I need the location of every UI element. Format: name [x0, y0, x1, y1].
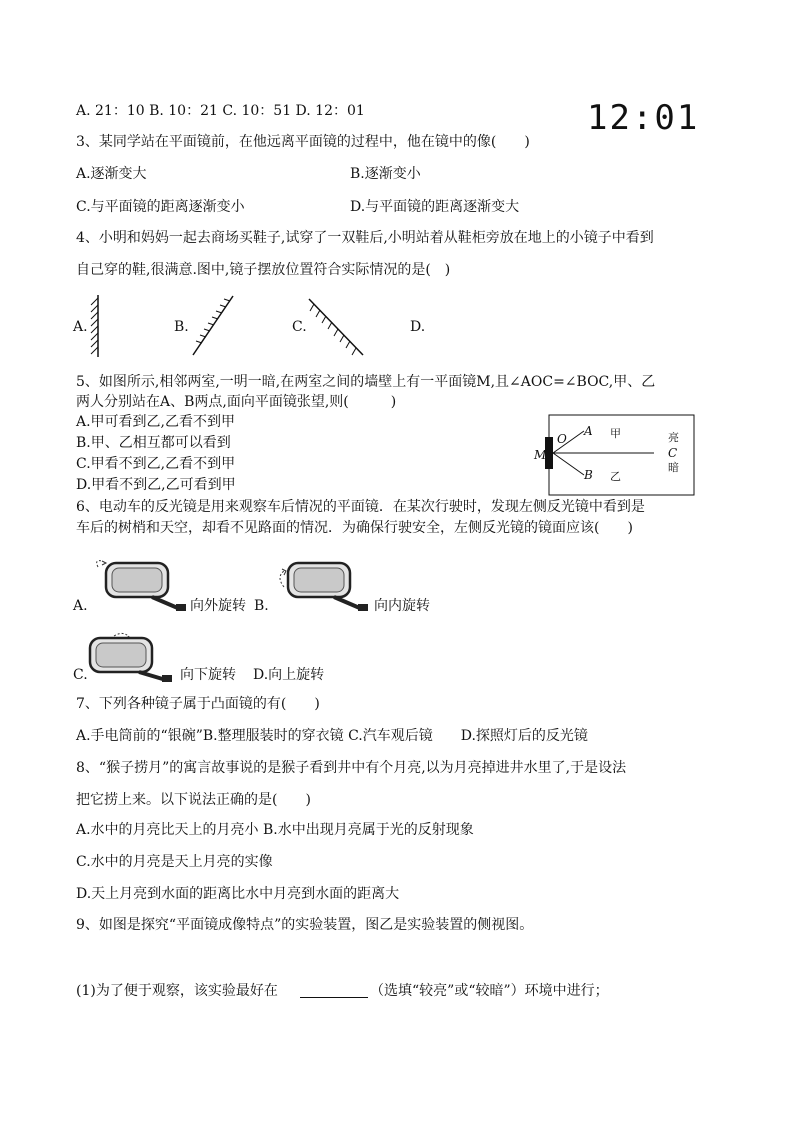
q8-stem-line1: 8、“猴子捞月”的寓言故事说的是猴子看到井中有个月亮,以为月亮掉进井水里了,于是设法 [76, 760, 627, 776]
q5-option-b: B.甲、乙相互都可以看到 [76, 435, 231, 451]
q8-option-ab: A.水中的月亮比天上的月亮小 B.水中出现月亮属于光的反射现象 [76, 822, 474, 838]
q3-option-a: A.逐渐变大 [76, 166, 147, 182]
fig-label-liang: 亮 [668, 431, 679, 444]
q4-stem-line1: 4、小明和妈妈一起去商场买鞋子,试穿了一双鞋后,小明站着从鞋柜旁放在地上的小镜子中看到 [76, 230, 654, 246]
q3-option-d: D.与平面镜的距离逐渐变大 [350, 199, 520, 215]
q9-sub1-prefix: (1)为了便于观察，该实验最好在 [76, 983, 278, 999]
fig-label-an: 暗 [668, 461, 679, 474]
q6-label-c: C. [73, 667, 88, 683]
rearview-mirror-downward-image [84, 630, 180, 686]
fig-label-a: A [584, 424, 593, 438]
q5-stem-line1: 5、如图所示,相邻两室,一明一暗,在两室之间的墙壁上有一平面镜M,且∠AOC=∠BOC,甲、乙 [76, 374, 656, 390]
fig-label-b: B [584, 468, 593, 482]
fig-label-o: O [557, 432, 567, 446]
q6-text-b: 向内旋转 [374, 598, 430, 614]
q6-stem-line2: 车后的树梢和天空，却看不见路面的情况．为确保行驶安全，左侧反光镜的镜面应该( ) [76, 520, 633, 536]
q4-label-b: B. [174, 319, 189, 335]
fig-label-yi: 乙 [610, 470, 621, 483]
q7-stem: 7、下列各种镜子属于凸面镜的有( ) [76, 696, 320, 712]
rearview-mirror-outward-image [90, 557, 188, 613]
q3-option-b: B.逐渐变小 [350, 166, 421, 182]
q6-label-b: B. [254, 598, 269, 614]
q5-option-a: A.甲可看到乙,乙看不到甲 [76, 414, 236, 430]
q8-option-c: C.水中的月亮是天上月亮的实像 [76, 854, 273, 870]
q4-label-d: D. [410, 319, 426, 335]
q9-answer-blank[interactable] [300, 997, 368, 998]
rearview-mirror-inward-image [272, 557, 372, 613]
q5-option-d: D.甲看不到乙,乙可看到甲 [76, 477, 236, 493]
q9-sub1-suffix: （选填“较亮”或“较暗”）环境中进行； [370, 983, 609, 999]
q8-stem-line2: 把它捞上来。以下说法正确的是( ) [76, 792, 311, 808]
mirror-vertical-figure [88, 293, 104, 359]
q6-text-d: D.向上旋转 [253, 667, 325, 683]
q3-stem: 3、某同学站在平面镜前，在他远离平面镜的过程中，他在镜中的像( ) [76, 134, 530, 150]
mirror-tilted-left-figure [305, 295, 367, 361]
q6-text-c: 向下旋转 [180, 667, 236, 683]
mirror-clock-image: 12:01 [587, 98, 700, 138]
q6-label-a: A. [73, 598, 88, 614]
q8-option-d: D.天上月亮到水面的距离比水中月亮到水面的距离大 [76, 886, 400, 902]
q2-options: A. 21：10 B. 10：21 C. 10：51 D. 12：01 [76, 103, 365, 119]
fig-label-m: M [534, 448, 547, 462]
q4-stem-line2: 自己穿的鞋,很满意.图中,镜子摆放位置符合实际情况的是( ) [76, 262, 451, 278]
fig-label-c: C [668, 446, 678, 460]
q5-option-c: C.甲看不到乙,乙看不到甲 [76, 456, 236, 472]
q4-label-c: C. [292, 319, 307, 335]
q9-stem: 9、如图是探究“平面镜成像特点”的实验装置，图乙是实验装置的侧视图。 [76, 917, 534, 933]
q3-option-c: C.与平面镜的距离逐渐变小 [76, 199, 245, 215]
q6-stem-line1: 6、电动车的反光镜是用来观察车后情况的平面镜．在某次行驶时，发现左侧反光镜中看到是 [76, 499, 645, 515]
q5-stem-line2: 两人分别站在A、B两点,面向平面镜张望,则( ) [76, 394, 397, 410]
mirror-tilted-right-figure [188, 293, 238, 359]
q4-label-a: A. [73, 319, 88, 335]
q7-options: A.手电筒前的“银碗”B.整理服装时的穿衣镜 C.汽车观后镜 D.探照灯后的反光镜 [76, 728, 588, 744]
fig-label-jia: 甲 [610, 427, 621, 440]
q6-text-a: 向外旋转 [190, 598, 246, 614]
